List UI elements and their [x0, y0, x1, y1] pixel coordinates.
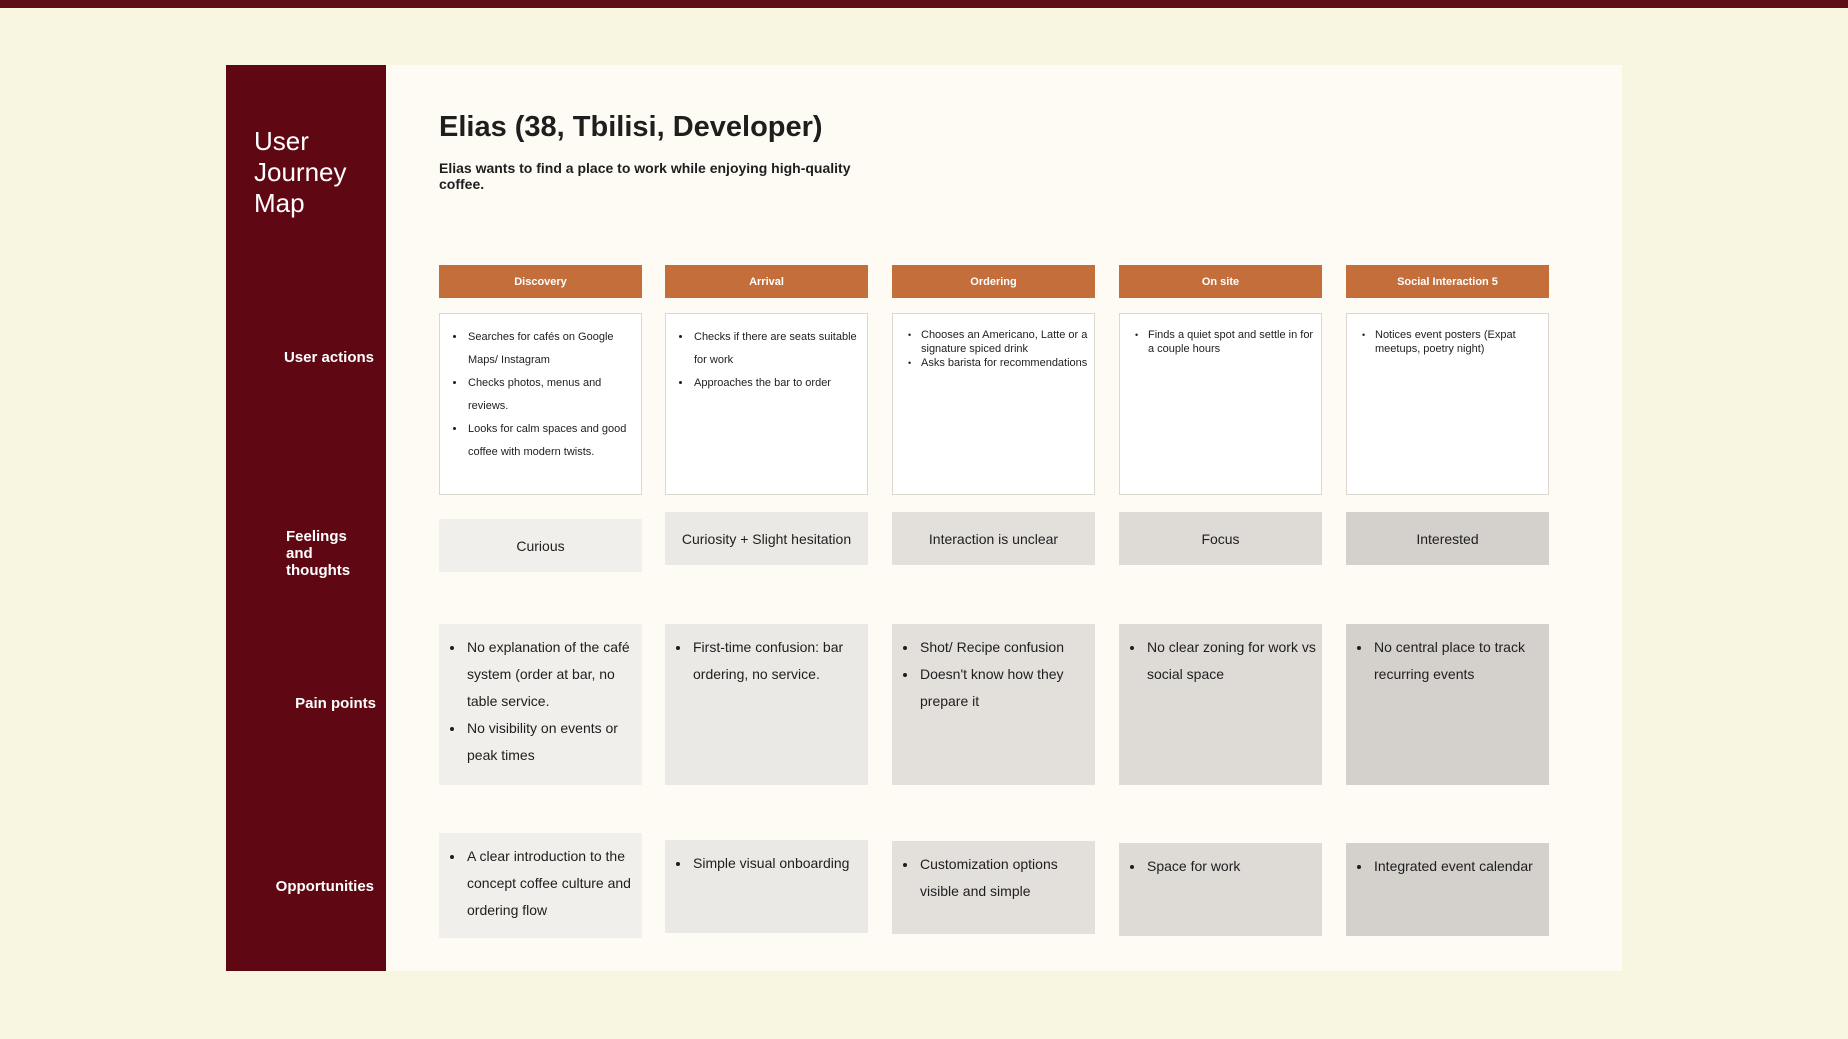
- feeling-card-arrival: [665, 512, 868, 565]
- opportunity-card-on-site: [1119, 843, 1322, 936]
- opportunity-card-arrival: [665, 840, 868, 933]
- stage-header-on-site: On site: [1119, 265, 1322, 298]
- feeling-card-discovery: [439, 519, 642, 572]
- journey-panel: [386, 65, 1622, 971]
- feeling-card-social-interaction: [1346, 512, 1549, 565]
- stage-header-discovery: Discovery: [439, 265, 642, 298]
- list-item: • No central place to track recurring events: [1372, 634, 1549, 688]
- top-bar: [0, 0, 1848, 8]
- list-item: • Chooses an Americano, Latte or a signature spiced drink: [919, 328, 1094, 356]
- stage-header-arrival: Arrival: [665, 265, 868, 298]
- list-item: • First-time confusion: bar ordering, no service.: [691, 634, 868, 688]
- list-item: • No clear zoning for work vs social space: [1145, 634, 1322, 688]
- list-item: • Simple visual onboarding: [691, 850, 868, 877]
- feeling-card-on-site: [1119, 512, 1322, 565]
- user-actions-card-ordering: [892, 313, 1095, 495]
- list-item: • Finds a quiet spot and settle in for a couple hours: [1146, 328, 1321, 356]
- pain-card-arrival: [665, 624, 868, 785]
- list-item: • Shot/ Recipe confusion: [918, 634, 1095, 661]
- list-item: • No explanation of the café system (order at bar, no table service.: [465, 634, 642, 715]
- list-item: • Notices event posters (Expat meetups, poetry night): [1373, 328, 1548, 356]
- sidebar: [226, 65, 386, 971]
- feeling-text: Interaction is unclear: [928, 530, 1059, 547]
- feeling-text: Curiosity + Slight hesitation: [681, 530, 852, 547]
- pain-card-ordering: [892, 624, 1095, 785]
- opportunity-card-social-interaction: [1346, 843, 1549, 936]
- persona-goal: Elias wants to find a place to work while enjoying high-quality coffee.: [439, 160, 851, 192]
- stage-header-ordering: Ordering: [892, 265, 1095, 298]
- feeling-text: Interested: [1416, 530, 1479, 547]
- list-item: • Approaches the bar to order: [692, 372, 867, 395]
- list-item: • Space for work: [1145, 853, 1322, 880]
- user-actions-card-social-interaction: [1346, 313, 1549, 495]
- opportunity-card-ordering: [892, 841, 1095, 934]
- feeling-text: Focus: [1201, 530, 1240, 547]
- list-item: • A clear introduction to the concept coffee culture and ordering flow: [465, 843, 642, 924]
- row-label-user-actions: User actions: [283, 349, 374, 366]
- pain-card-social-interaction: [1346, 624, 1549, 785]
- list-item: • Customization options visible and simple: [918, 851, 1095, 905]
- row-label-feelings: Feelings and thoughts: [286, 528, 351, 579]
- list-item: • Doesn't know how they prepare it: [918, 661, 1095, 715]
- user-actions-card-arrival: [665, 313, 868, 495]
- row-label-pain-points: Pain points: [295, 695, 376, 712]
- map-title: User Journey Map: [254, 126, 347, 218]
- user-actions-card-discovery: [439, 313, 642, 495]
- list-item: • Checks if there are seats suitable for work: [692, 326, 867, 372]
- pain-card-on-site: [1119, 624, 1322, 785]
- list-item: • Looks for calm spaces and good coffee with modern twists.: [466, 418, 641, 464]
- row-label-opportunities: Opportunities: [275, 878, 374, 895]
- feeling-text: Curious: [516, 537, 565, 554]
- feeling-card-ordering: [892, 512, 1095, 565]
- list-item: • Asks barista for recommendations: [919, 356, 1094, 370]
- list-item: • Searches for cafés on Google Maps/ Instagram: [466, 326, 641, 372]
- opportunity-card-discovery: [439, 833, 642, 938]
- stage-header-social-interaction: Social Interaction 5: [1346, 265, 1549, 298]
- user-actions-card-on-site: [1119, 313, 1322, 495]
- list-item: • Checks photos, menus and reviews.: [466, 372, 641, 418]
- pain-card-discovery: [439, 624, 642, 785]
- list-item: • Integrated event calendar: [1372, 853, 1549, 880]
- list-item: • No visibility on events or peak times: [465, 715, 642, 769]
- persona-name: Elias (38, Tbilisi, Developer): [439, 111, 823, 143]
